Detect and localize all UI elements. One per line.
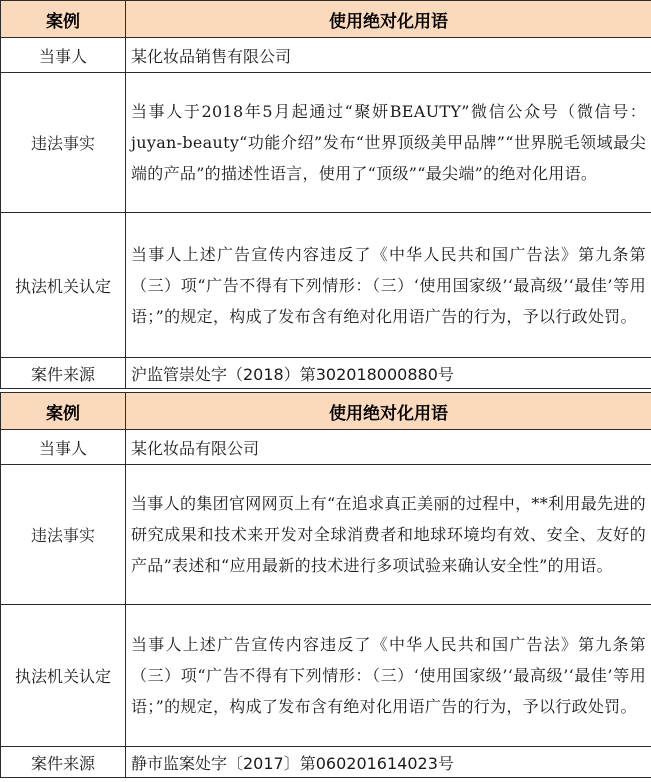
facts-row (1, 465, 651, 605)
ruling-value: 当事人上述广告宣传内容违反了《中华人民共和国广告法》第九条第（三）项“广告不得有下列情形：（三）‘使用国家级’‘最高级’‘最佳’等用语；”的规定，构成了发布含有绝对化用语广告的行为，予以行政处罚。 (126, 213, 651, 358)
case-table-2 (0, 392, 651, 778)
source-row (1, 747, 651, 778)
case-header-label: 案例 (1, 1, 126, 38)
case-header-row (1, 1, 651, 38)
source-label: 案件来源 (1, 747, 126, 778)
source-label: 案件来源 (1, 358, 126, 389)
party-value: 某化妆品有限公司 (126, 430, 651, 465)
case-table-1 (0, 0, 651, 389)
case-header-title: 使用绝对化用语 (126, 393, 651, 430)
party-row (1, 38, 651, 73)
source-value: 静市监案处字〔2017〕第060201614023号 (126, 747, 651, 778)
party-label: 当事人 (1, 38, 126, 73)
source-row (1, 358, 651, 389)
case-header-row (1, 393, 651, 430)
case-header-title: 使用绝对化用语 (126, 1, 651, 38)
ruling-value: 当事人上述广告宣传内容违反了《中华人民共和国广告法》第九条第（三）项“广告不得有下列情形：（三）‘使用国家级’‘最高级’‘最佳’等用语；”的规定，构成了发布含有绝对化用语广告的行为，予以行政处罚。 (126, 605, 651, 747)
ruling-label: 执法机关认定 (1, 605, 126, 747)
party-label: 当事人 (1, 430, 126, 465)
facts-value: 当事人的集团官网网页上有“在追求真正美丽的过程中，**利用最先进的研究成果和技术来开发对全球消费者和地球环境均有效、安全、友好的产品”表述和“应用最新的技术进行多项试验来确认安全性”的用语。 (126, 465, 651, 605)
facts-row (1, 73, 651, 213)
facts-label: 违法事实 (1, 73, 126, 213)
facts-label: 违法事实 (1, 465, 126, 605)
party-value: 某化妆品销售有限公司 (126, 38, 651, 73)
case-header-label: 案例 (1, 393, 126, 430)
facts-value: 当事人于2018年5月起通过“聚妍BEAUTY”微信公众号（微信号：juyan-beauty“功能介绍”发布“世界顶级美甲品牌”“世界脱毛领域最尖端的产品”的描述性语言，使用了“顶级”“最尖端”的绝对化用语。 (126, 73, 651, 213)
source-value: 沪监管崇处字（2018）第302018000880号 (126, 358, 651, 389)
party-row (1, 430, 651, 465)
ruling-row (1, 605, 651, 747)
ruling-row (1, 213, 651, 358)
ruling-label: 执法机关认定 (1, 213, 126, 358)
